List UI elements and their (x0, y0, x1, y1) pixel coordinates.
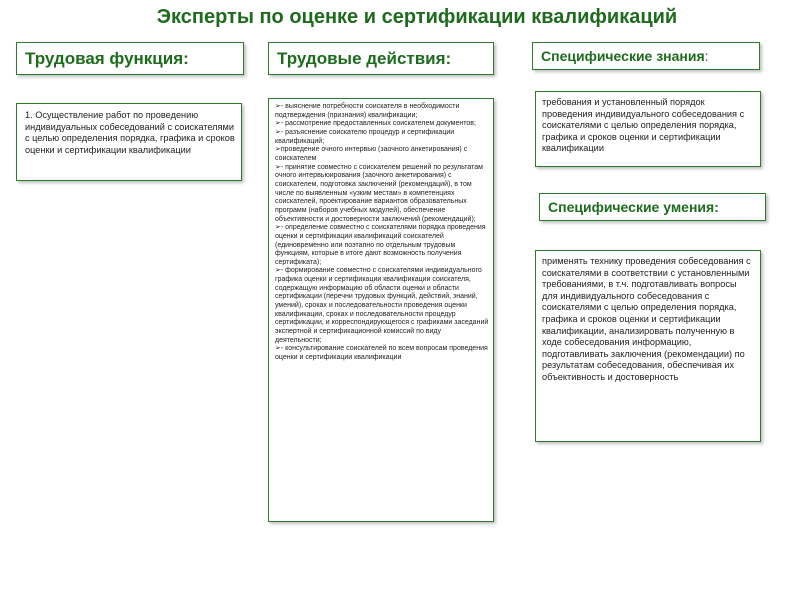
arrow-bullet-icon: ➢ (275, 224, 281, 232)
labor-actions-list (268, 98, 494, 522)
labor-action-item (275, 164, 489, 225)
labor-action-text: - консультирование соискателей по всем вопросам проведения оценки и сертификации квалификации (275, 345, 488, 362)
specific-knowledge-header-label: Специфические знания (541, 48, 705, 64)
arrow-bullet-icon: ➢ (275, 120, 281, 128)
labor-function-header: Трудовая функция: (16, 42, 244, 75)
specific-knowledge-text: требования и установленный порядок проведения индивидуального собеседования с соискателями с целью определения порядка, графика и сроков оценки и сертификации квалификации (535, 91, 761, 167)
labor-function-text: 1. Осуществление работ по проведению индивидуальных собеседований с соискателями с целью определения порядка, графика и сроков оценки и сертификации квалификации (16, 103, 242, 181)
labor-action-text: - формирование совместно с соискателями индивидуального графика оценки и сертификации квалификации соискателя, содержащую информацию об области оценки и области сертификации (перечни трудовых функций, действий, знаний, умений), сроках и последовательности проведения оценки квалификации, сроках и последовательности процедур сертификации, и корреспондирующегося с графиками заседаний экспертной и сертификационной комиссий по виду деятельности; (275, 267, 489, 344)
specific-knowledge-header (532, 42, 760, 70)
labor-action-item (275, 120, 489, 129)
arrow-bullet-icon: ➢ (275, 163, 281, 171)
labor-action-text: - рассмотрение предоставленных соискателем документов; (280, 120, 476, 128)
labor-actions-header: Трудовые действия: (268, 42, 494, 75)
labor-action-item (275, 129, 489, 146)
labor-action-text: - принятие совместно с соискателем решений по результатам очного интервьюирования (заочного анкетирования) с соискателем, подготовка заключений (рекомендаций), в том числе по выявленным «узким местам» в компетенциях соискателей, проектирование вариантов образовательных программ (наборов учебных модулей), обеспечение объективности и достоверности заключений (рекомендаций); (275, 163, 483, 223)
arrow-bullet-icon: ➢ (275, 345, 281, 353)
labor-action-item (275, 345, 489, 362)
specific-skills-text: применять технику проведения собеседования с соискателями в соответствии с установленными требованиями, в т.ч. подготавливать вопросы для индивидуального собеседования с соискателями с целью определения порядка, графика и сроков оценки и сертификации квалификации, анализировать полученную в ходе собеседования информацию, подготавливать заключения (рекомендации) по результатам собеседования, обеспечивая их объективность и достоверность (535, 250, 761, 442)
arrow-bullet-icon: ➢ (275, 128, 281, 136)
page-title: Эксперты по оценке и сертификации квалификаций (156, 6, 678, 28)
labor-action-item (275, 146, 489, 163)
labor-action-text: - выяснение потребности соискателя в необходимости подтверждения (признания) квалификации; (275, 103, 460, 119)
labor-action-text: - определение совместно с соискателями порядка проведения оценки и сертификации квалификаций соискателей (единовременно или поэтапно по отдельным трудовым функциям, которые в итоге дают возможность получения сертификата); (275, 224, 486, 266)
labor-action-text: проведение очного интервью (заочного анкетирования) с соискателем (275, 146, 468, 162)
labor-action-item (275, 103, 489, 120)
arrow-bullet-icon: ➢ (275, 146, 281, 154)
labor-action-item (275, 224, 489, 267)
labor-action-item (275, 267, 489, 345)
labor-action-text: - разъяснение соискателю процедур и сертификации квалификаций; (275, 128, 455, 145)
arrow-bullet-icon: ➢ (275, 103, 281, 110)
specific-knowledge-header-colon: : (704, 48, 709, 64)
specific-skills-header: Специфические умения: (539, 193, 766, 221)
arrow-bullet-icon: ➢ (275, 267, 281, 275)
